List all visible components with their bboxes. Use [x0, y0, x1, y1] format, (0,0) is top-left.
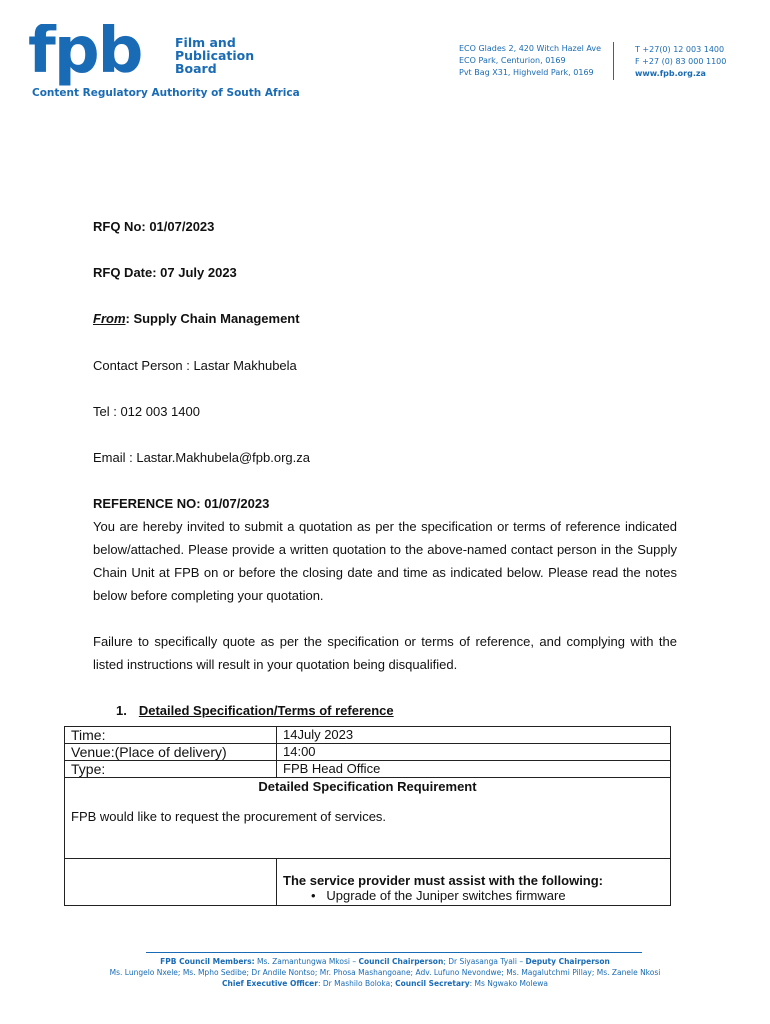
row-label: Time:: [65, 727, 277, 744]
table-row: [65, 744, 671, 761]
rfq-date: RFQ Date: 07 July 2023: [93, 265, 237, 280]
section-title: Detailed Specification/Terms of reference: [138, 703, 394, 718]
header-divider: [613, 42, 614, 80]
table-row: [65, 727, 671, 744]
rfq-number: RFQ No: 01/07/2023: [93, 219, 215, 234]
from-label: From: [93, 311, 126, 326]
address-line: ECO Glades 2, 420 Witch Hazel Ave: [459, 44, 602, 53]
warning-paragraph: Failure to specifically quote as per the specification or terms of reference, and complying with the listed instructions will result in your quotation being disqualified.: [93, 634, 677, 672]
table-row: [65, 859, 671, 906]
section-heading: [116, 703, 394, 718]
row-label: Venue:(Place of delivery): [65, 744, 277, 761]
contact-person: Contact Person : Lastar Makhubela: [93, 358, 297, 373]
section-number: 1.: [116, 703, 127, 718]
requirement-text: FPB would like to request the procurement of services.: [71, 809, 387, 824]
footer-part: Deputy Chairperson: [525, 957, 610, 966]
footer-line-1: [0, 957, 770, 966]
list-item: [283, 888, 664, 903]
row-label: Type:: [65, 761, 277, 778]
contact-block: [635, 44, 726, 80]
footer-part: FPB Council Members:: [160, 957, 255, 966]
assist-cell: [277, 859, 671, 906]
org-name-line: Board: [175, 61, 217, 76]
fpb-logo: [28, 24, 176, 86]
footer-rule: [146, 952, 642, 953]
intro-paragraph: You are hereby invited to submit a quotation as per the specification or terms of reference indicated below/attached. Please provide a written quotation to the above-named contact person in the Supply Chain Unit at FPB on or before the closing date and time as indicated below. Please read the notes below before completing your quotation.: [93, 519, 677, 603]
table-row: [65, 761, 671, 778]
org-name-line: Publication: [175, 48, 255, 63]
footer-line-3: [0, 979, 770, 988]
logo-text: fpb: [28, 24, 142, 86]
telephone: Tel : 012 003 1400: [93, 404, 200, 419]
table-row: [65, 778, 671, 859]
assist-heading: The service provider must assist with the following:: [283, 873, 604, 888]
tagline: Content Regulatory Authority of South Africa: [32, 87, 300, 99]
footer-part: Ms. Zamantungwa Mkosi –: [254, 957, 359, 966]
requirement-cell: [65, 778, 671, 859]
footer-part: Council Chairperson: [358, 957, 444, 966]
address-line: Pvt Bag X31, Highveld Park, 0169: [459, 68, 594, 77]
footer-part: Chief Executive Officer: [222, 979, 318, 988]
footer-part: Council Secretary: [395, 979, 470, 988]
empty-cell: [65, 859, 277, 906]
org-name-line: Film and: [175, 35, 236, 50]
footer-part: : Dr Mashilo Boloka;: [317, 979, 396, 988]
bullet-icon: •: [311, 888, 327, 903]
footer-part: ; Dr Siyasanga Tyali –: [443, 957, 526, 966]
rfq-from: [93, 311, 300, 326]
row-value: 14July 2023: [277, 727, 671, 744]
row-value: 14:00: [277, 744, 671, 761]
reference-number: REFERENCE NO: 01/07/2023: [93, 496, 270, 511]
phone: T +27(0) 12 003 1400: [635, 45, 725, 54]
requirement-heading: Detailed Specification Requirement: [258, 779, 477, 794]
footer-part: : Ms Ngwako Molewa: [469, 979, 548, 988]
email: Email : Lastar.Makhubela@fpb.org.za: [93, 450, 310, 465]
address-line: ECO Park, Centurion, 0169: [459, 56, 566, 65]
footer-line-2: Ms. Lungelo Nxele; Ms. Mpho Sedibe; Dr Andile Nontso; Mr. Phosa Mashangoane; Adv. Lufuno Nevondwe; Ms. Magalutchmi Pillay; Ms. Zanele Nkosi: [109, 968, 661, 977]
fax: F +27 (0) 83 000 1100: [635, 57, 727, 66]
row-value: FPB Head Office: [277, 761, 671, 778]
org-name: [175, 36, 254, 75]
address-block: [459, 43, 601, 79]
spec-table: [64, 726, 671, 906]
bullet-text: Upgrade of the Juniper switches firmware: [326, 888, 566, 903]
website-link[interactable]: www.fpb.org.za: [635, 69, 706, 78]
from-value: : Supply Chain Management: [125, 311, 300, 326]
